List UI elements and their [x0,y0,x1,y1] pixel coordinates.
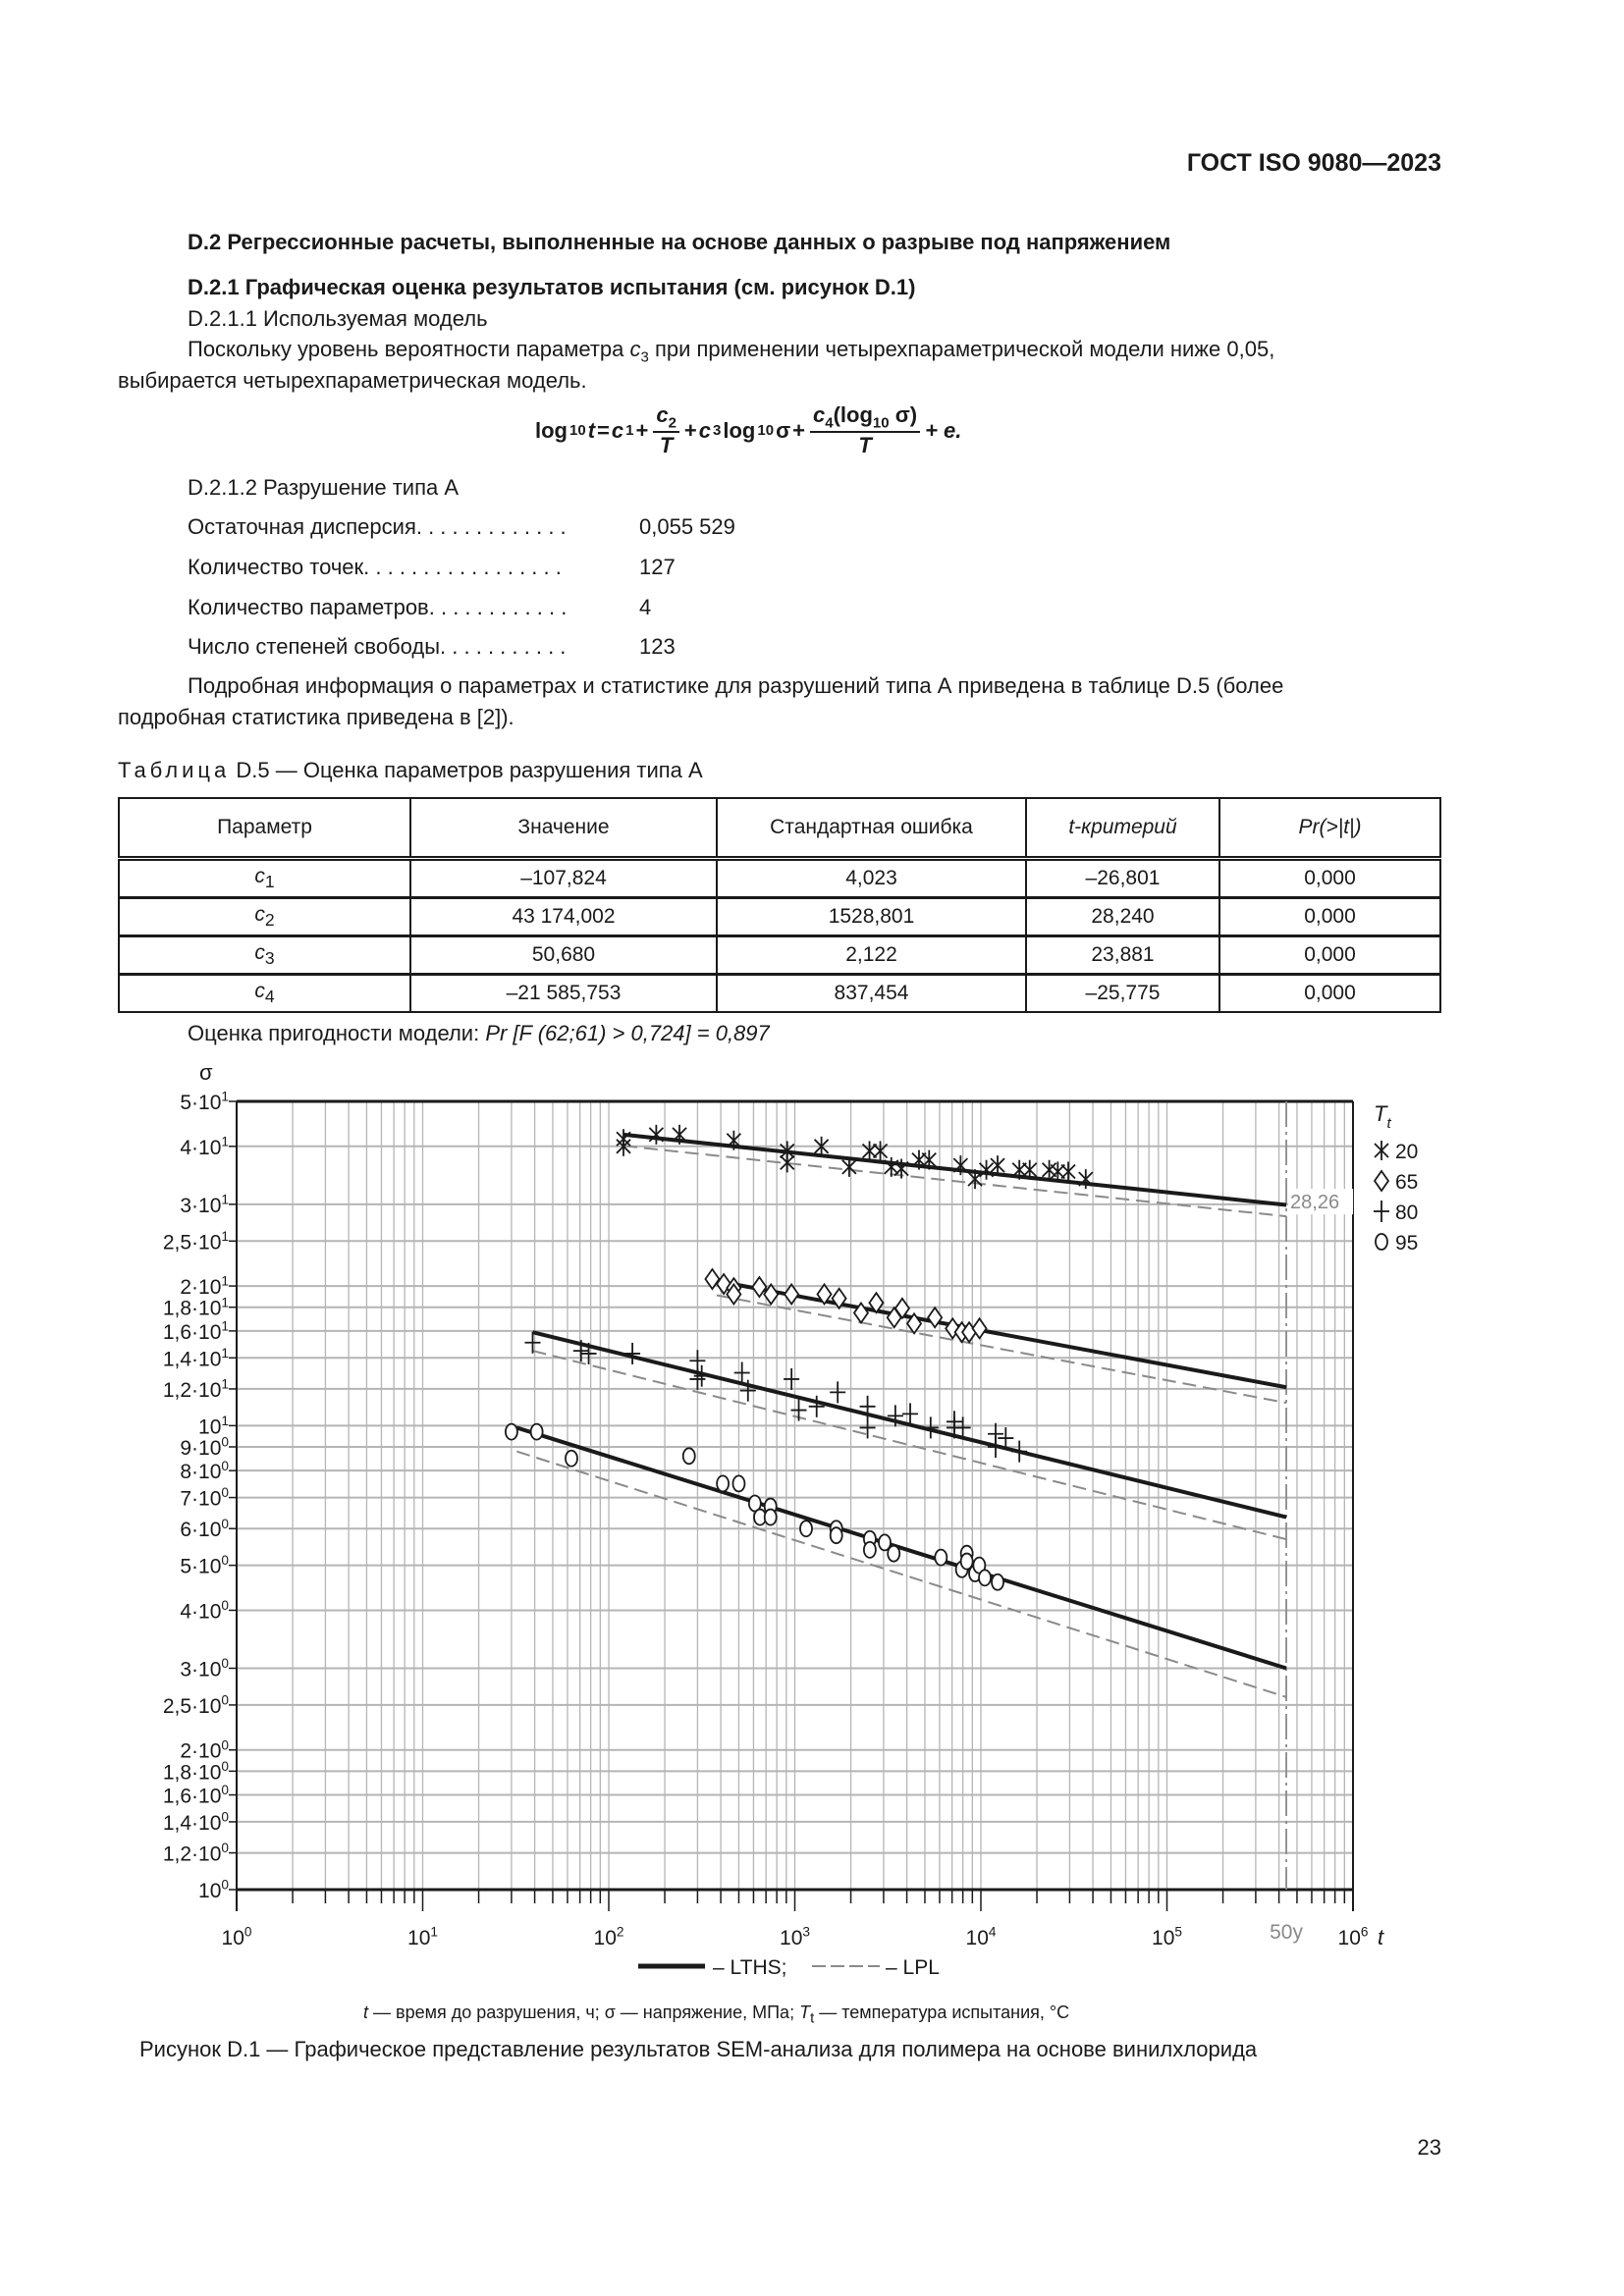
param-sub: 3 [640,348,649,366]
data-point-80 [830,1381,845,1403]
pr-cell: 0,000 [1219,936,1440,975]
paragraph-details: Подробная информация о параметрах и статистике для разрушений типа А приведена в таблице D.5 (более [188,673,1284,698]
header-cell: t-критерий [1026,798,1219,859]
formula-plus: + [792,417,805,443]
circle-shape [531,1424,543,1440]
data-point-20 [1043,1160,1056,1180]
temperature-legend [1374,1101,1418,1255]
y-tick-label: $5\cdot 10^1$ [180,1089,229,1114]
se-cell: 2,122 [717,936,1026,975]
param-sub: 4 [264,987,275,1007]
data-point-95 [765,1510,777,1525]
y-tick-label: $2,5\cdot 10^0$ [162,1692,229,1718]
formula-error-term: + e. [925,417,962,443]
paragraph-model [188,337,1274,365]
x-tick-label: $10^0$ [221,1924,252,1949]
stat-label: Остаточная дисперсия. . . . . . . . . . . . . [188,514,567,539]
circle-shape [506,1424,517,1440]
stat-value: 4 [639,595,652,619]
circle-shape [717,1475,729,1491]
y-tick-label: $1,4\cdot 10^1$ [162,1345,229,1371]
section-d211-title: D.2.1.1 Используемая модель [188,306,488,331]
param-name: c [254,940,265,964]
page-number: 23 [1417,2135,1441,2160]
formula-sub: 1 [625,422,634,440]
y-tick-label: $1,2\cdot 10^0$ [162,1841,229,1866]
data-point-95 [531,1424,543,1440]
pr-cell: 0,000 [1219,975,1440,1013]
param-sub: 2 [264,910,275,931]
data-point-95 [506,1424,517,1440]
se-cell: 837,454 [717,975,1026,1013]
circle-shape [888,1546,899,1562]
y-tick-label: $4\cdot 10^1$ [180,1134,229,1159]
formula-sigma: σ [889,402,910,427]
param-name: c [254,864,265,887]
diamond-shape [1375,1171,1388,1191]
y-tick-label: $2\cdot 10^1$ [180,1273,229,1300]
legend-T: T [799,2002,811,2022]
figure-caption: Рисунок D.1 — Графическое представление результатов SEM-анализа для полимера на основе винилхлорида [139,2037,1258,2061]
y-tick-label: $5\cdot 10^0$ [180,1553,229,1578]
circle-shape [831,1527,842,1543]
y-tick-label: $7\cdot 10^0$ [180,1485,229,1511]
circle-shape [979,1570,991,1585]
legend-text: — время до разрушения, ч; σ — напряжение, МПа; [368,2002,800,2022]
y-tick-label: $1,8\cdot 10^1$ [162,1295,229,1320]
data-point-80 [1011,1441,1027,1463]
lths-line-20 [623,1135,1286,1205]
circle-shape [566,1451,577,1467]
y-tick-label: $10^1$ [198,1413,229,1439]
se-cell: 4,023 [717,859,1026,898]
x-tick-label: $10^5$ [1152,1924,1182,1949]
y-tick-label: $4\cdot 10^0$ [180,1598,229,1624]
stat-value: 0,055 529 [639,514,735,539]
data-point-80 [902,1403,918,1424]
data-point-95 [864,1542,876,1558]
header-cell: Параметр [119,798,410,859]
data-point-95 [831,1527,842,1543]
formula-t: t [587,417,596,443]
pr-cell: 0,000 [1219,859,1440,898]
legend-marker-80 [1374,1201,1389,1222]
legend-T-sub: t [810,2009,815,2027]
circle-shape [683,1448,695,1464]
regression-formula [535,402,961,458]
formula-sigma: σ [776,417,791,443]
formula-sub: 10 [872,414,890,432]
y-tick-label: $6\cdot 10^0$ [180,1516,229,1542]
legend-marker-65 [1375,1171,1388,1191]
y-tick-label: $1,6\cdot 10^1$ [162,1318,229,1344]
stat-label: Количество параметров. . . . . . . . . . . . [188,595,568,619]
circle-shape [732,1475,744,1491]
section-d2-title: D.2 Регрессионные расчеты, выполненные на основе данных о разрыве под напряжением [188,230,1171,254]
legend-marker-95 [1376,1234,1387,1250]
param-name: c [254,979,265,1002]
t-cell: 23,881 [1026,936,1219,975]
formula-fraction-c2 [653,402,679,458]
se-cell: 1528,801 [717,898,1026,936]
data-point-95 [888,1546,899,1562]
x-tick-label: $10^3$ [780,1924,810,1949]
data-point-95 [717,1475,729,1491]
parameters-table [118,797,1441,1013]
y-tick-label: $1,4\cdot 10^0$ [162,1809,229,1835]
value-cell: 43 174,002 [410,898,717,936]
formula-c3: c [698,417,712,443]
formula-plus: + [683,417,697,443]
y-tick-label: $2,5\cdot 10^1$ [162,1228,229,1255]
formula-plus: + [635,417,649,443]
formula-sub: 4 [825,414,834,432]
circle-shape [1376,1234,1387,1250]
value-cell: –107,824 [410,859,717,898]
param-sub: 3 [264,948,275,969]
data-point-95 [566,1451,577,1467]
table-row [119,898,1440,936]
y-tick-label: $3\cdot 10^1$ [180,1192,229,1217]
pr-cell: 0,000 [1219,898,1440,936]
legend-text: — температура испытания, °С [814,2002,1070,2022]
formula-c4: c [812,402,826,427]
x-tick-label: $10^4$ [965,1924,997,1949]
lpl-line-20 [623,1146,1286,1216]
y-tick-label: $9\cdot 10^0$ [180,1434,229,1460]
param-c: c [629,337,641,361]
value-cell: –21 585,753 [410,975,717,1013]
circle-shape [864,1542,876,1558]
data-point-80 [624,1343,640,1364]
stress-rupture-chart [0,1050,1624,1993]
legend-label-95: 95 [1395,1232,1419,1255]
table-row [119,936,1440,975]
data-point-95 [992,1575,1003,1590]
table-caption-word: Таблица [118,758,231,782]
circle-shape [765,1510,777,1525]
formula-T: T [659,433,674,458]
y-tick-label: $1,6\cdot 10^0$ [162,1783,229,1808]
lpl-line-80 [533,1351,1287,1539]
y-tick-label: $10^0$ [198,1877,229,1902]
formula-eq: = [597,417,610,443]
y-axis-label: σ [199,1060,213,1085]
stat-value: 123 [639,634,676,659]
formula-log: log [723,417,756,443]
param-cell [119,859,410,898]
lpl-line-65 [717,1296,1286,1404]
header-cell: Pr(>|t|) [1219,798,1440,859]
formula-T: T [858,433,872,458]
model-fit-expression: Pr [F (62;61) > 0,724] = 0,897 [485,1021,770,1045]
y-tick-label: $2\cdot 10^0$ [180,1737,229,1763]
param-name: c [254,902,265,926]
y-tick-label: $1,2\cdot 10^1$ [162,1376,229,1402]
param-cell [119,898,410,936]
lpl-legend-label: – LPL [886,1956,940,1979]
y-tick-label: $1,8\cdot 10^0$ [162,1758,229,1785]
model-fit-label: Оценка пригодности модели: [188,1021,486,1045]
formula-sub: 10 [757,422,775,440]
param-sub: 1 [264,872,275,892]
y-tick-label: $3\cdot 10^0$ [180,1656,229,1682]
t-cell: 28,240 [1026,898,1219,936]
circle-shape [935,1550,947,1566]
data-point-80 [988,1436,1003,1458]
section-d21-title: D.2.1 Графическая оценка результатов испытания (см. рисунок D.1) [188,275,916,299]
formula-log: log [535,417,568,443]
lths-legend-label: – LTHS; [713,1956,787,1979]
data-point-20 [980,1160,994,1180]
circle-shape [800,1521,812,1536]
legend-label-65: 65 [1395,1171,1419,1194]
data-point-20 [649,1125,663,1145]
formula-sub: 2 [668,414,677,432]
stat-label: Количество точек. . . . . . . . . . . . . . . . . [188,555,562,579]
formula-paren: ) [909,402,918,427]
paragraph-details-line2: подробная статистика приведена в [2]). [118,705,514,729]
formula-c2: c [656,402,669,427]
table-caption-text: D.5 — Оценка параметров разрушения типа А [230,758,703,782]
data-point-80 [694,1365,710,1387]
data-point-95 [683,1448,695,1464]
paragraph-model-line2: выбирается четырехпараметрическая модель. [118,368,587,393]
document-id: ГОСТ ISO 9080—2023 [1186,149,1441,177]
t-cell: –25,775 [1026,975,1219,1013]
y-tick-label: $8\cdot 10^0$ [180,1458,229,1484]
formula-c1: c [611,417,624,443]
section-d212-title: D.2.1.2 Разрушение типа А [188,475,460,500]
x-tick-label: $10^1$ [407,1924,438,1949]
legend-t: t [363,2002,369,2022]
legend-label-20: 20 [1395,1141,1419,1163]
lths-line-65 [717,1281,1286,1387]
data-point-95 [979,1570,991,1585]
data-point-95 [935,1550,947,1566]
formula-fraction-c4 [810,402,920,458]
para-text: при применении четырехпараметрической модели ниже 0,05, [648,337,1275,361]
stat-value: 127 [639,555,676,579]
t-cell: –26,801 [1026,859,1219,898]
lths-line-95 [516,1427,1286,1668]
x-tick-label: $10^2$ [593,1924,624,1949]
table-caption [118,758,703,783]
formula-paren: ( [833,402,840,427]
formula-sub: 10 [569,422,586,440]
legend-title: $T_t$ [1374,1101,1391,1132]
x-axis-label: t [1378,1925,1384,1949]
table-row [119,975,1440,1013]
data-point-95 [732,1475,744,1491]
formula-log: log [839,402,873,427]
formula-sub: 3 [713,422,722,440]
x-tick-label: $10^6$ [1337,1924,1369,1949]
para-text: Поскольку уровень вероятности параметра [188,337,630,361]
legend-label-80: 80 [1395,1201,1419,1224]
table-row [119,859,1440,898]
header-cell: Стандартная ошибка [717,798,1026,859]
header-cell: Значение [410,798,717,859]
data-point-95 [800,1521,812,1536]
fifty-year-label: 50y [1270,1921,1303,1944]
stat-label: Число степеней свободы. . . . . . . . . . . [188,634,567,659]
circle-shape [992,1575,1003,1590]
table-header-row [119,798,1440,859]
value-cell: 50,680 [410,936,717,975]
annotation-value: 28,26 [1290,1192,1340,1214]
legend-marker-20 [1375,1141,1388,1160]
param-cell [119,936,410,975]
param-cell [119,975,410,1013]
figure-legend [363,2002,1069,2027]
model-fit [188,1021,770,1046]
